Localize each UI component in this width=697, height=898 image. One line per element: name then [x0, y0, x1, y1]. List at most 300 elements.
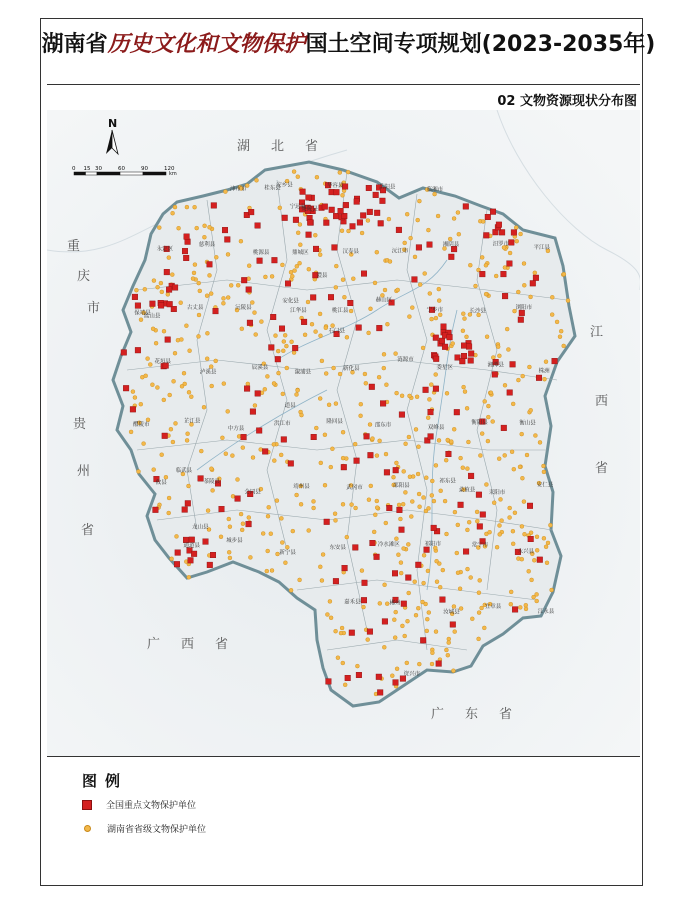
svg-text:省: 省 — [81, 523, 95, 538]
provincial-site-marker — [465, 406, 469, 410]
national-site-marker — [476, 492, 482, 498]
provincial-site-marker — [349, 309, 353, 313]
provincial-site-marker — [173, 351, 177, 355]
provincial-site-marker — [387, 217, 391, 221]
provincial-site-marker — [527, 365, 531, 369]
provincial-site-marker — [157, 226, 161, 230]
county-label: 岳阳县 — [378, 184, 396, 191]
label-guangxi: 广 西 省 — [147, 637, 233, 652]
county-label: 衡阳县 — [471, 419, 488, 426]
provincial-site-marker — [240, 327, 244, 331]
provincial-site-marker — [341, 193, 345, 197]
provincial-site-marker — [251, 456, 255, 460]
provincial-site-marker — [451, 342, 455, 346]
county-label: 汉寿县 — [342, 248, 360, 255]
provincial-site-marker — [394, 537, 398, 541]
national-site-marker — [507, 261, 513, 267]
provincial-site-marker — [429, 383, 433, 387]
provincial-site-marker — [321, 553, 325, 557]
national-site-marker — [175, 550, 181, 556]
national-site-marker — [246, 521, 252, 527]
provincial-site-marker — [360, 231, 364, 235]
national-site-marker — [153, 507, 159, 513]
provincial-site-marker — [562, 344, 566, 348]
national-site-marker — [447, 334, 453, 340]
provincial-site-marker — [424, 509, 428, 513]
national-site-marker — [480, 512, 486, 518]
national-site-marker — [348, 300, 354, 306]
provincial-site-marker — [296, 388, 300, 392]
provincial-site-marker — [518, 605, 522, 609]
provincial-site-marker — [550, 588, 554, 592]
provincial-site-marker — [353, 442, 357, 446]
provincial-site-marker — [486, 439, 490, 443]
national-site-marker — [333, 213, 339, 219]
scale-tick-label: 30 — [95, 166, 102, 172]
provincial-site-marker — [430, 317, 434, 321]
provincial-site-marker — [562, 272, 566, 276]
national-site-marker — [477, 524, 483, 530]
provincial-site-marker — [466, 440, 470, 444]
map-subtitle: 02 文物资源现状分布图 — [497, 94, 637, 109]
provincial-site-marker — [197, 334, 201, 338]
provincial-site-marker — [463, 390, 467, 394]
provincial-site-marker — [281, 392, 285, 396]
provincial-site-marker — [453, 510, 457, 514]
national-site-marker — [185, 239, 191, 245]
national-site-marker — [399, 527, 405, 533]
provincial-site-marker — [461, 329, 465, 333]
provincial-site-marker — [478, 454, 482, 458]
legend-item-provincial — [82, 822, 206, 835]
provincial-site-marker — [290, 274, 294, 278]
svg-text:庆: 庆 — [77, 269, 91, 284]
national-site-marker — [377, 325, 383, 331]
provincial-site-marker — [293, 269, 297, 273]
national-site-marker — [353, 545, 359, 551]
provincial-site-marker — [538, 440, 542, 444]
provincial-site-marker — [310, 322, 314, 326]
national-site-marker — [343, 202, 349, 208]
provincial-site-marker — [177, 226, 181, 230]
provincial-site-marker — [542, 464, 546, 468]
provincial-site-marker — [388, 260, 392, 264]
provincial-site-marker — [478, 578, 482, 582]
provincial-site-marker — [397, 503, 401, 507]
national-site-marker — [461, 343, 467, 349]
provincial-site-marker — [334, 285, 338, 289]
map-panel[interactable] — [47, 110, 640, 756]
provincial-site-marker — [185, 438, 189, 442]
national-site-marker — [374, 554, 380, 560]
national-site-marker — [412, 277, 418, 283]
provincial-site-marker — [329, 616, 333, 620]
provincial-site-marker — [187, 390, 191, 394]
provincial-site-marker — [430, 662, 434, 666]
provincial-site-marker — [223, 190, 227, 194]
national-site-marker — [501, 425, 507, 431]
provincial-site-marker — [408, 394, 412, 398]
provincial-site-marker — [261, 532, 265, 536]
county-label: 会同县 — [244, 489, 261, 496]
provincial-site-marker — [366, 638, 370, 642]
provincial-site-marker — [446, 438, 450, 442]
provincial-site-marker — [151, 327, 155, 331]
provincial-site-marker — [405, 661, 409, 665]
provincial-site-marker — [505, 327, 509, 331]
national-site-marker — [374, 210, 380, 216]
county-label: 湘潭县 — [487, 362, 505, 369]
provincial-site-marker — [535, 535, 539, 539]
provincial-site-marker — [237, 434, 241, 438]
provincial-site-marker — [226, 409, 230, 413]
national-site-marker — [499, 230, 505, 236]
provincial-site-marker — [497, 354, 501, 358]
provincial-site-marker — [434, 463, 438, 467]
orange-dot-icon — [84, 825, 91, 832]
national-site-marker — [433, 386, 439, 392]
provincial-site-marker — [548, 523, 552, 527]
national-site-marker — [382, 619, 388, 625]
provincial-site-marker — [392, 475, 396, 479]
national-site-marker — [458, 502, 464, 508]
county-label: 溆浦县 — [294, 369, 312, 376]
national-site-marker — [158, 303, 164, 309]
provincial-site-marker — [465, 528, 469, 532]
county-label: 津市市 — [230, 186, 247, 193]
national-site-marker — [367, 629, 373, 635]
provincial-site-marker — [188, 349, 192, 353]
provincial-site-marker — [533, 434, 537, 438]
national-site-marker — [324, 519, 330, 525]
provincial-site-marker — [435, 580, 439, 584]
provincial-site-marker — [452, 427, 456, 431]
provincial-site-marker — [209, 365, 213, 369]
provincial-site-marker — [169, 427, 173, 431]
national-site-marker — [356, 325, 362, 331]
provincial-site-marker — [407, 435, 411, 439]
national-site-marker — [288, 461, 294, 467]
provincial-site-marker — [378, 601, 382, 605]
provincial-site-marker — [327, 403, 331, 407]
national-site-marker — [527, 503, 533, 509]
provincial-site-marker — [394, 461, 398, 465]
county-label: 辰溪县 — [251, 365, 269, 372]
provincial-site-marker — [456, 523, 460, 527]
national-site-marker — [257, 258, 263, 264]
national-site-marker — [354, 199, 360, 205]
provincial-site-marker — [486, 415, 490, 419]
national-site-marker — [454, 409, 460, 415]
provincial-site-marker — [401, 502, 405, 506]
provincial-site-marker — [241, 522, 245, 526]
provincial-site-marker — [421, 346, 425, 350]
national-site-marker — [211, 203, 217, 209]
provincial-site-marker — [520, 476, 524, 480]
national-site-marker — [509, 240, 515, 246]
national-site-marker — [510, 362, 516, 368]
provincial-site-marker — [461, 312, 465, 316]
provincial-site-marker — [205, 357, 209, 361]
provincial-site-marker — [334, 264, 338, 268]
national-site-marker — [416, 562, 422, 568]
provincial-site-marker — [338, 171, 342, 175]
map-bottom-divider — [47, 756, 640, 757]
provincial-site-marker — [447, 637, 451, 641]
provincial-site-marker — [516, 290, 520, 294]
provincial-site-marker — [533, 271, 537, 275]
provincial-site-marker — [210, 384, 214, 388]
national-site-marker — [496, 222, 502, 228]
national-site-marker — [306, 232, 312, 238]
provincial-site-marker — [189, 395, 193, 399]
provincial-site-marker — [445, 391, 449, 395]
national-site-marker — [248, 209, 254, 215]
provincial-site-marker — [403, 490, 407, 494]
county-label: 株洲 — [538, 368, 550, 375]
provincial-site-marker — [341, 430, 345, 434]
provincial-site-marker — [267, 505, 271, 509]
national-site-marker — [135, 347, 141, 353]
county-label: 江华县 — [290, 307, 307, 314]
county-label: 娄星区 — [436, 365, 453, 372]
provincial-site-marker — [266, 549, 270, 553]
county-label: 慈利县 — [198, 242, 216, 249]
provincial-site-marker — [542, 470, 546, 474]
provincial-site-marker — [441, 568, 445, 572]
legend-item-national — [82, 798, 196, 811]
provincial-site-marker — [458, 587, 462, 591]
map-canvas[interactable] — [47, 110, 640, 756]
provincial-site-marker — [495, 545, 499, 549]
provincial-site-marker — [284, 344, 288, 348]
provincial-site-marker — [164, 475, 168, 479]
provincial-site-marker — [430, 479, 434, 483]
provincial-site-marker — [176, 338, 180, 342]
scale-unit: km — [169, 171, 177, 177]
provincial-site-marker — [425, 629, 429, 633]
national-site-marker — [436, 661, 442, 667]
provincial-site-marker — [465, 335, 469, 339]
provincial-site-marker — [246, 382, 250, 386]
provincial-site-marker — [405, 212, 409, 216]
national-site-marker — [225, 237, 231, 243]
provincial-site-marker — [518, 465, 522, 469]
provincial-site-marker — [134, 288, 138, 292]
provincial-site-marker — [418, 505, 422, 509]
national-site-marker — [397, 507, 403, 513]
provincial-site-marker — [394, 352, 398, 356]
national-site-marker — [342, 565, 348, 571]
provincial-site-marker — [205, 331, 209, 335]
provincial-site-marker — [542, 536, 546, 540]
county-label: 衡山县 — [519, 420, 536, 427]
provincial-site-marker — [448, 237, 452, 241]
provincial-site-marker — [516, 378, 520, 382]
provincial-site-marker — [315, 175, 319, 179]
county-label: 炎陵县 — [301, 206, 318, 213]
provincial-site-marker — [426, 228, 430, 232]
provincial-site-marker — [167, 511, 171, 515]
provincial-site-marker — [477, 591, 481, 595]
provincial-site-marker — [206, 509, 210, 513]
provincial-site-marker — [139, 402, 143, 406]
provincial-site-marker — [422, 496, 426, 500]
national-site-marker — [357, 220, 363, 226]
provincial-site-marker — [187, 575, 191, 579]
provincial-site-marker — [427, 611, 431, 615]
national-site-marker — [484, 233, 490, 239]
provincial-site-marker — [330, 447, 334, 451]
national-site-marker — [203, 539, 209, 545]
national-site-marker — [552, 358, 558, 364]
provincial-site-marker — [299, 502, 303, 506]
national-site-marker — [310, 295, 316, 301]
provincial-site-marker — [395, 667, 399, 671]
provincial-site-marker — [382, 645, 386, 649]
national-site-marker — [518, 317, 524, 323]
provincial-site-marker — [498, 524, 502, 528]
provincial-site-marker — [515, 239, 519, 243]
national-site-marker — [485, 214, 491, 220]
provincial-site-marker — [285, 545, 289, 549]
provincial-site-marker — [285, 366, 289, 370]
provincial-site-marker — [205, 294, 209, 298]
provincial-site-marker — [452, 217, 456, 221]
national-site-marker — [300, 189, 306, 195]
national-site-marker — [468, 358, 474, 364]
svg-text:重: 重 — [67, 239, 81, 254]
national-site-marker — [490, 209, 496, 215]
county-label: 邵东市 — [374, 422, 392, 429]
svg-text:西: 西 — [595, 394, 609, 409]
provincial-site-marker — [519, 232, 523, 236]
provincial-site-marker — [197, 281, 201, 285]
provincial-site-marker — [416, 218, 420, 222]
national-site-marker — [361, 597, 367, 603]
provincial-site-marker — [414, 427, 418, 431]
county-label: 临湘市 — [426, 187, 444, 194]
provincial-site-marker — [435, 559, 439, 563]
national-site-marker — [322, 204, 328, 210]
provincial-site-marker — [400, 624, 404, 628]
provincial-site-marker — [497, 457, 501, 461]
provincial-site-marker — [417, 199, 421, 203]
provincial-site-marker — [402, 469, 406, 473]
provincial-site-marker — [350, 503, 354, 507]
provincial-site-marker — [535, 592, 539, 596]
national-site-marker — [332, 245, 338, 251]
provincial-site-marker — [296, 231, 300, 235]
national-site-marker — [460, 358, 466, 364]
red-square-icon — [82, 800, 92, 810]
provincial-site-marker — [346, 170, 350, 174]
provincial-site-marker — [445, 532, 449, 536]
provincial-site-marker — [508, 506, 512, 510]
county-label: 安仁县 — [536, 482, 554, 489]
provincial-site-marker — [131, 390, 135, 394]
national-site-marker — [272, 257, 278, 263]
provincial-site-marker — [325, 613, 329, 617]
provincial-site-marker — [484, 292, 488, 296]
county-label: 安化县 — [282, 298, 299, 305]
provincial-site-marker — [314, 330, 318, 334]
county-label: 浏阳市 — [515, 305, 533, 312]
national-site-marker — [189, 537, 195, 543]
provincial-site-marker — [202, 405, 206, 409]
national-site-marker — [345, 675, 351, 681]
provincial-site-marker — [409, 236, 413, 240]
provincial-site-marker — [180, 384, 184, 388]
national-site-marker — [396, 227, 402, 233]
county-label: 宁乡市 — [426, 307, 444, 314]
scale-tick-label: 15 — [83, 166, 91, 172]
provincial-site-marker — [520, 524, 524, 528]
county-label: 隆回县 — [326, 418, 343, 425]
national-site-marker — [401, 601, 407, 607]
provincial-site-marker — [146, 357, 150, 361]
provincial-site-marker — [482, 626, 486, 630]
county-label: 中方县 — [227, 426, 245, 433]
provincial-site-marker — [415, 395, 419, 399]
provincial-site-marker — [253, 404, 257, 408]
national-site-marker — [468, 473, 474, 479]
provincial-site-marker — [438, 585, 442, 589]
provincial-site-marker — [320, 359, 324, 363]
provincial-site-marker — [513, 511, 517, 515]
county-label: 宜章县 — [484, 603, 502, 610]
title-prefix: 湖南省 — [41, 31, 108, 57]
provincial-site-marker — [318, 397, 322, 401]
national-site-marker — [423, 387, 429, 393]
provincial-site-marker — [333, 512, 337, 516]
national-site-marker — [468, 351, 474, 357]
provincial-site-marker — [555, 320, 559, 324]
county-label: 沅陵县 — [235, 304, 252, 311]
national-site-marker — [461, 353, 467, 359]
provincial-site-marker — [367, 498, 371, 502]
provincial-site-marker — [329, 465, 333, 469]
legend-title: 图例 — [82, 772, 129, 790]
county-label: 保靖县 — [134, 310, 151, 317]
provincial-site-marker — [475, 519, 479, 523]
provincial-site-marker — [334, 402, 338, 406]
national-site-marker — [301, 319, 307, 325]
national-site-marker — [380, 198, 386, 204]
provincial-site-marker — [303, 333, 307, 337]
svg-text:江: 江 — [590, 325, 604, 340]
national-site-marker — [183, 255, 189, 261]
provincial-site-marker — [254, 333, 258, 337]
provincial-site-marker — [298, 223, 302, 227]
national-site-marker — [269, 345, 275, 351]
county-label: 嘉禾县 — [344, 599, 361, 606]
provincial-site-marker — [508, 251, 512, 255]
provincial-site-marker — [399, 561, 403, 565]
provincial-site-marker — [175, 534, 179, 538]
provincial-site-marker — [198, 289, 202, 293]
provincial-site-marker — [511, 402, 515, 406]
national-site-marker — [450, 622, 456, 628]
provincial-site-marker — [156, 285, 160, 289]
provincial-site-marker — [410, 306, 414, 310]
county-label: 祁东县 — [439, 478, 456, 485]
county-label: 蓝山县 — [143, 313, 161, 320]
provincial-site-marker — [400, 394, 404, 398]
provincial-site-marker — [399, 571, 403, 575]
national-site-marker — [528, 536, 534, 542]
county-label: 汨罗市 — [492, 241, 510, 248]
